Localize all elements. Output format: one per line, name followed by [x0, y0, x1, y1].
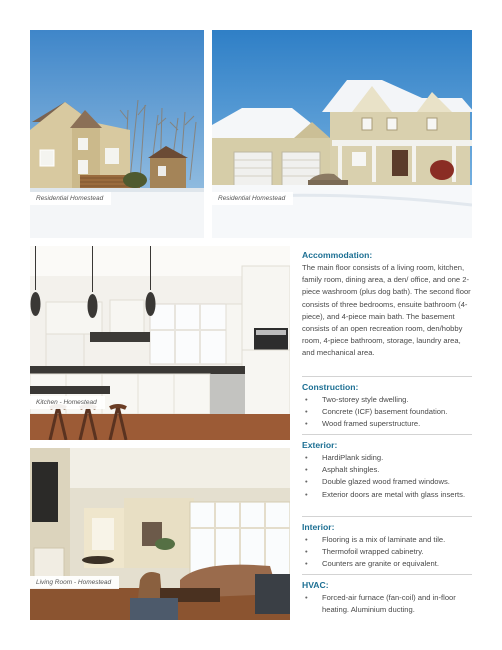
list-item: • Double glazed wood framed windows. — [302, 476, 472, 488]
list-item: • Asphalt shingles. — [302, 464, 472, 476]
section-heading: HVAC: — [302, 580, 329, 590]
list-item: • Forced-air furnace (fan-coil) and in-floor heating. Aluminium ducting. — [302, 592, 472, 616]
hvac-section — [302, 580, 472, 616]
living-room-photo — [30, 448, 290, 620]
photo-caption: Living Room - Homestead — [30, 576, 119, 589]
list-item: • Counters are granite or equivalent. — [302, 558, 472, 570]
interior-section — [302, 522, 472, 571]
photo-caption: Residential Homestead — [30, 192, 111, 205]
divider — [302, 376, 472, 377]
list-item: • Wood framed superstructure. — [302, 418, 472, 430]
photo-caption: Residential Homestead — [212, 192, 293, 205]
photo-caption: Kitchen - Homestead — [30, 396, 105, 409]
section-heading: Interior: — [302, 522, 335, 532]
divider — [302, 574, 472, 575]
list-item: • Thermofoil wrapped cabinetry. — [302, 546, 472, 558]
divider — [302, 434, 472, 435]
section-heading: Construction: — [302, 382, 359, 392]
section-heading: Accommodation: — [302, 250, 373, 260]
residential-photo-left — [30, 30, 204, 238]
accommodation-body: The main floor consists of a living room, kitchen, family room, dining area, a den/ office, and one 2-piece washroom (plus dog bath). The second floor consists of three bedrooms, ensuite bathroom (4-piece), and 4-piece main bath. The basement consists of an open recreation room, den/hobby room, 4-piece bathroom, storage, laundry area, and mechanical area. — [302, 263, 471, 358]
list-item: • Flooring is a mix of laminate and tile. — [302, 534, 472, 546]
list-item: • Concrete (ICF) basement foundation. — [302, 406, 472, 418]
section-heading: Exterior: — [302, 440, 338, 450]
list-item: • Exterior doors are metal with glass inserts. — [302, 489, 472, 501]
kitchen-photo — [30, 246, 290, 440]
accommodation-section — [302, 250, 472, 360]
list-item: • Two-storey style dwelling. — [302, 394, 472, 406]
exterior-section — [302, 440, 472, 501]
list-item: • HardiPlank siding. — [302, 452, 472, 464]
construction-section — [302, 382, 472, 431]
residential-photo-right — [212, 30, 472, 238]
divider — [302, 516, 472, 517]
